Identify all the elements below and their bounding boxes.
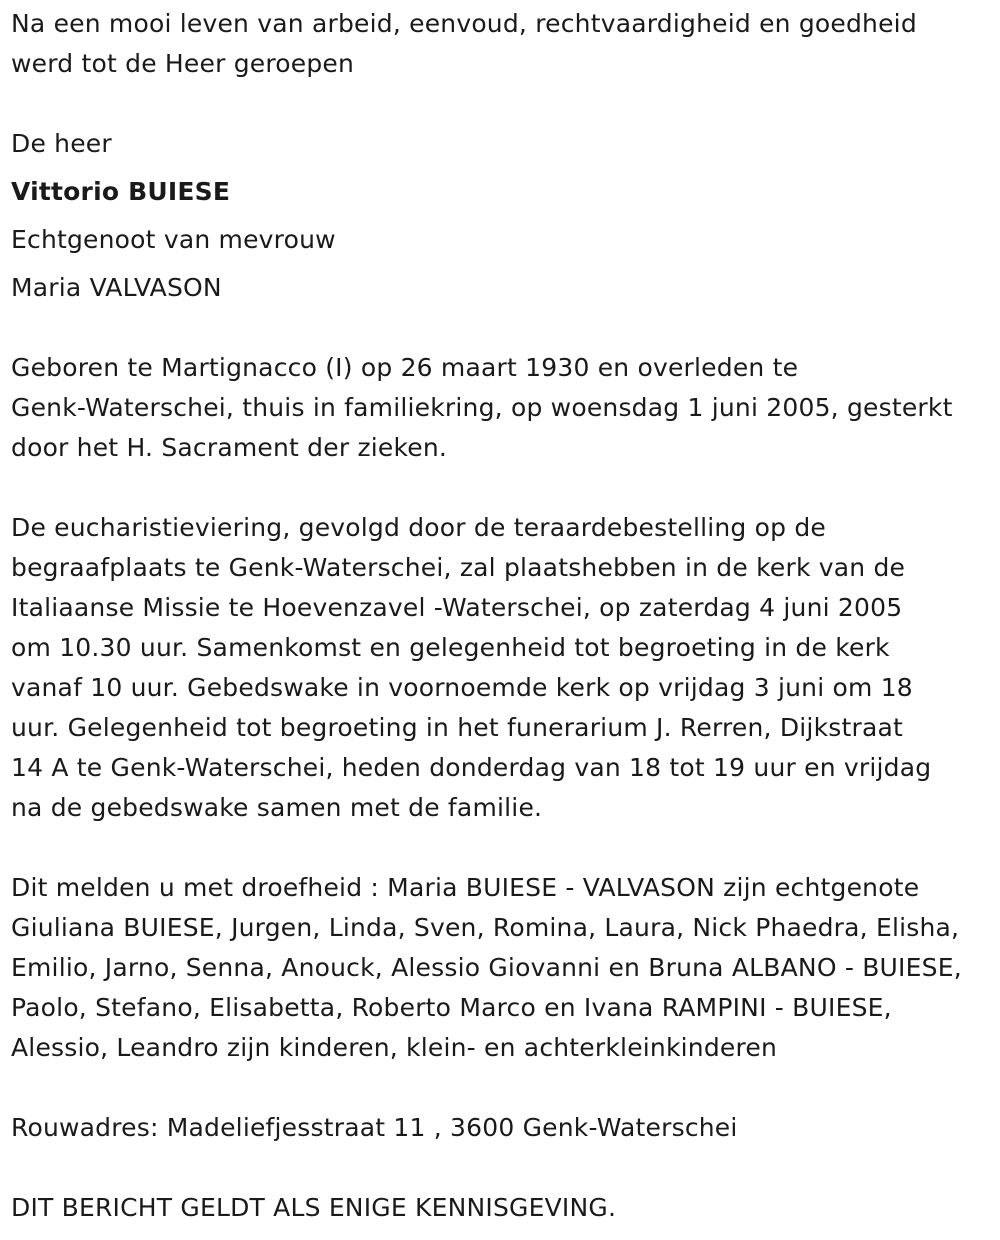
spacer bbox=[11, 84, 996, 124]
spacer bbox=[11, 312, 996, 348]
spacer bbox=[11, 1148, 996, 1188]
family-text: Dit melden u met droefheid : Maria BUIESE - VALVASON zijn echtgenote Giuliana BUIESE, Jurgen, Linda, Sven, Romina, Laura, Nick Phaedra, Elisha, Emilio, Jarno, Senna, Anouck, Alessio Giovanni en Bruna ALBANO - BUIESE, Paolo, Stefano, Elisabetta, Roberto Marco en Ivana RAMPINI - BUIESE, Alessio, Leandro zijn kinderen, klein- en achterkleinkinderen bbox=[11, 873, 962, 1062]
birth-death-text: Geboren te Martignacco (I) op 26 maart 1930 en overleden te Genk-Waterschei, thuis in familiekring, op woensdag 1 juni 2005, gesterkt door het H. Sacrament der zieken. bbox=[11, 353, 953, 462]
address-text: Rouwadres: Madeliefjesstraat 11 , 3600 Genk-Waterschei bbox=[11, 1113, 738, 1142]
intro-text: Na een mooi leven van arbeid, eenvoud, rechtvaardigheid en goedheid werd tot de Heer geroepen bbox=[11, 9, 917, 78]
deceased-name: Vittorio BUIESE bbox=[11, 177, 231, 206]
obituary-document bbox=[11, 4, 996, 1228]
ceremony-text: De eucharistieviering, gevolgd door de teraardebestelling op de begraafplaats te Genk-Waterschei, zal plaatshebben in de kerk van de Italiaanse Missie te Hoevenzavel -Waterschei, op zaterdag 4 juni 2005 om 10.30 uur. Samenkomst en gelegenheid tot begroeting in de kerk vanaf 10 uur. Gebedswake in voornoemde kerk op vrijdag 3 juni om 18 uur. Gelegenheid tot begroeting in het funerarium J. Rerren, Dijkstraat 14 A te Genk-Waterschei, heden donderdag van 18 tot 19 uur en vrijdag na de gebedswake samen met de familie. bbox=[11, 513, 932, 822]
spacer bbox=[11, 468, 996, 508]
spacer bbox=[11, 1068, 996, 1108]
spacer bbox=[11, 828, 996, 868]
notice-text: DIT BERICHT GELDT ALS ENIGE KENNISGEVING. bbox=[11, 1193, 617, 1222]
spouse-intro: Echtgenoot van mevrouw bbox=[11, 225, 336, 254]
spouse-name: Maria VALVASON bbox=[11, 273, 222, 302]
title-prefix: De heer bbox=[11, 129, 112, 158]
